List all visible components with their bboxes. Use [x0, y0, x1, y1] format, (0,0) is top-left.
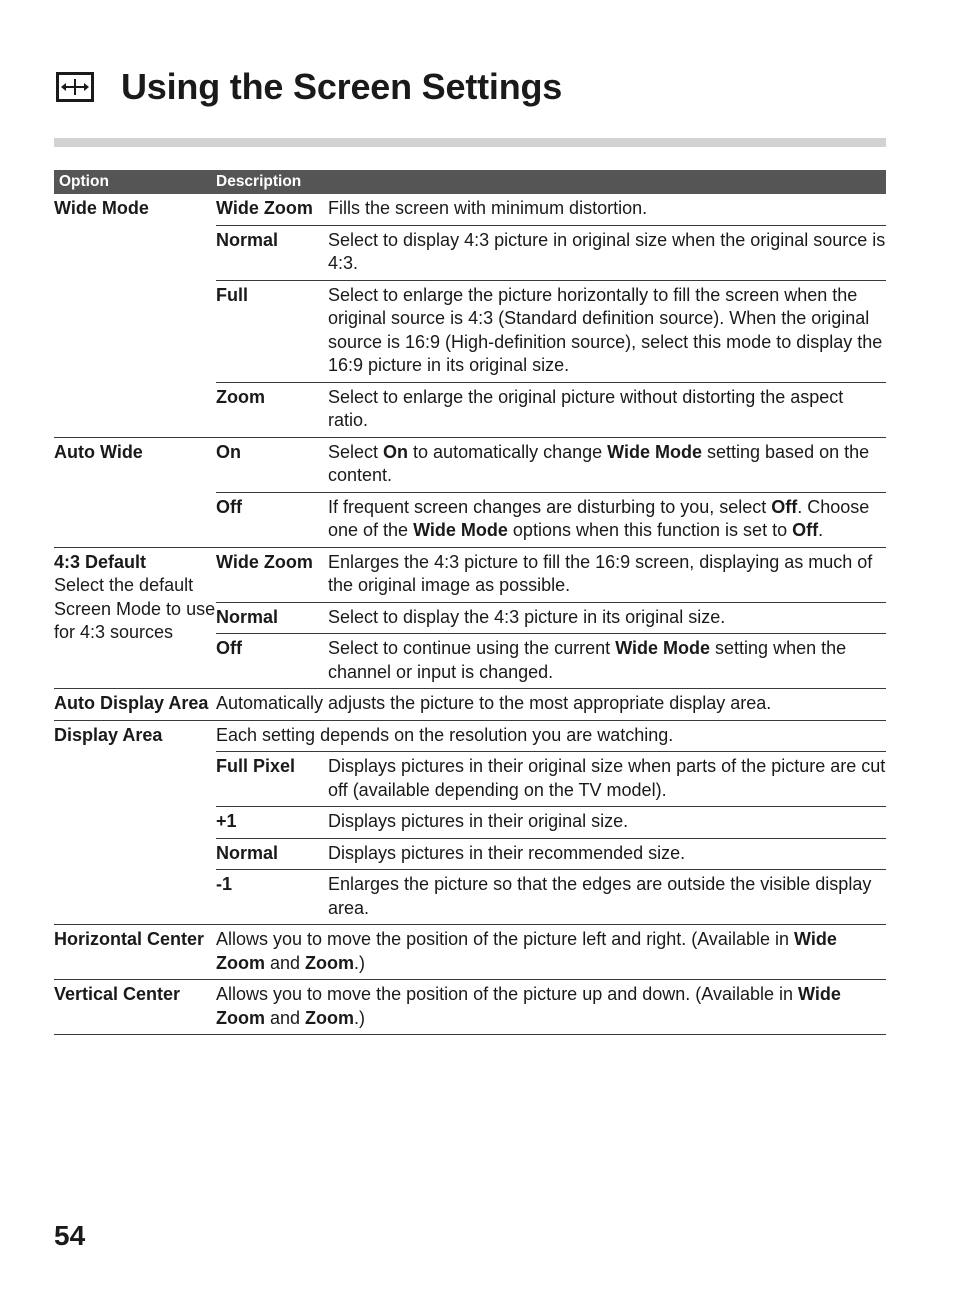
sub-row-off	[216, 634, 886, 688]
sub-option-description: Select to enlarge the picture horizontally to fill the screen when the original source is 4:3 (Standard definition source). When the original source is 16:9 (High-definition source), select this mode to display the 16:9 picture in its original size.	[328, 284, 883, 375]
option-label: Auto Wide	[54, 441, 143, 462]
sub-option-name: Wide Zoom	[216, 551, 313, 572]
settings-table	[54, 170, 886, 1035]
option-description: Each setting depends on the resolution you are watching.	[216, 724, 674, 745]
sub-option-description: Displays pictures in their recommended size.	[328, 842, 686, 863]
option-description: Allows you to move the position of the picture left and right. (Available in Wide Zoom and Zoom.)	[216, 929, 837, 973]
option-label: Horizontal Center	[54, 929, 205, 949]
sub-row-on	[216, 438, 886, 493]
sub-row-full	[216, 281, 886, 383]
sub-row-off	[216, 493, 886, 547]
sub-row-wide-zoom	[216, 194, 886, 226]
table-row-vertical-center	[54, 980, 886, 1035]
table-row-auto-wide	[54, 438, 886, 548]
page-title: Using the Screen Settings	[121, 66, 563, 107]
sub-option-description: Displays pictures in their original size.	[328, 811, 629, 831]
page-header	[56, 66, 562, 108]
sub-row-plus-1	[216, 807, 886, 839]
option-label: Display Area	[54, 724, 163, 745]
table-row-4-3-default	[54, 548, 886, 690]
option-label: 4:3 Default	[54, 551, 147, 572]
sub-option-name: Zoom	[216, 386, 265, 407]
sub-row-wide-zoom	[216, 548, 886, 603]
sub-option-description: Displays pictures in their original size when parts of the picture are cut off (available depending on the TV model).	[328, 756, 886, 800]
column-header-description: Description	[216, 173, 302, 190]
sub-option-name: Normal	[216, 606, 279, 627]
option-description: Allows you to move the position of the picture up and down. (Available in Wide Zoom and Zoom.)	[216, 984, 841, 1028]
option-description: Automatically adjusts the picture to the most appropriate display area.	[216, 693, 772, 713]
sub-row-normal	[216, 603, 886, 635]
sub-option-name: +1	[216, 811, 237, 831]
table-row-horizontal-center	[54, 925, 886, 980]
table-row-auto-display-area	[54, 689, 886, 721]
sub-option-description: Select to enlarge the original picture without distorting the aspect ratio.	[328, 386, 844, 430]
sub-row-full-pixel	[216, 752, 886, 807]
column-header-option: Option	[59, 173, 109, 190]
sub-option-name: -1	[216, 874, 233, 894]
sub-option-description: If frequent screen changes are disturbing to you, select Off. Choose one of the Wide Mode options when this function is set to Off.	[328, 496, 870, 540]
sub-option-name: Off	[216, 638, 242, 658]
sub-row-intro	[216, 721, 886, 753]
sub-option-name: On	[216, 441, 241, 462]
sub-option-description: Select to continue using the current Wide Mode setting when the channel or input is changed.	[328, 638, 847, 682]
sub-option-name: Off	[216, 496, 242, 517]
table-row-display-area	[54, 721, 886, 926]
option-label: Vertical Center	[54, 984, 181, 1004]
sub-option-description: Select to display 4:3 picture in original size when the original source is 4:3.	[328, 229, 886, 273]
sub-option-description: Select On to automatically change Wide Mode setting based on the content.	[328, 441, 870, 485]
sub-option-description: Enlarges the 4:3 picture to fill the 16:9 screen, displaying as much of the original image as possible.	[328, 551, 873, 595]
option-note: Select the default Screen Mode to use for 4:3 sources	[54, 575, 216, 642]
title-divider	[54, 138, 886, 147]
sub-option-name: Wide Zoom	[216, 198, 313, 218]
sub-row-minus-1	[216, 870, 886, 924]
sub-row-normal	[216, 226, 886, 281]
sub-option-description: Enlarges the picture so that the edges are outside the visible display area.	[328, 874, 872, 918]
table-header	[54, 170, 886, 194]
option-label: Auto Display Area	[54, 693, 209, 713]
option-label: Wide Mode	[54, 198, 149, 218]
screen-settings-icon	[56, 72, 94, 102]
sub-row-normal	[216, 839, 886, 871]
sub-option-description: Fills the screen with minimum distortion.	[328, 198, 648, 218]
sub-option-name: Full Pixel	[216, 756, 296, 776]
sub-option-name: Normal	[216, 229, 279, 250]
page-number: 54	[54, 1220, 86, 1251]
sub-option-description: Select to display the 4:3 picture in its original size.	[328, 606, 726, 627]
sub-option-name: Full	[216, 284, 248, 305]
sub-row-zoom	[216, 383, 886, 437]
table-row-wide-mode	[54, 194, 886, 438]
sub-option-name: Normal	[216, 842, 279, 863]
